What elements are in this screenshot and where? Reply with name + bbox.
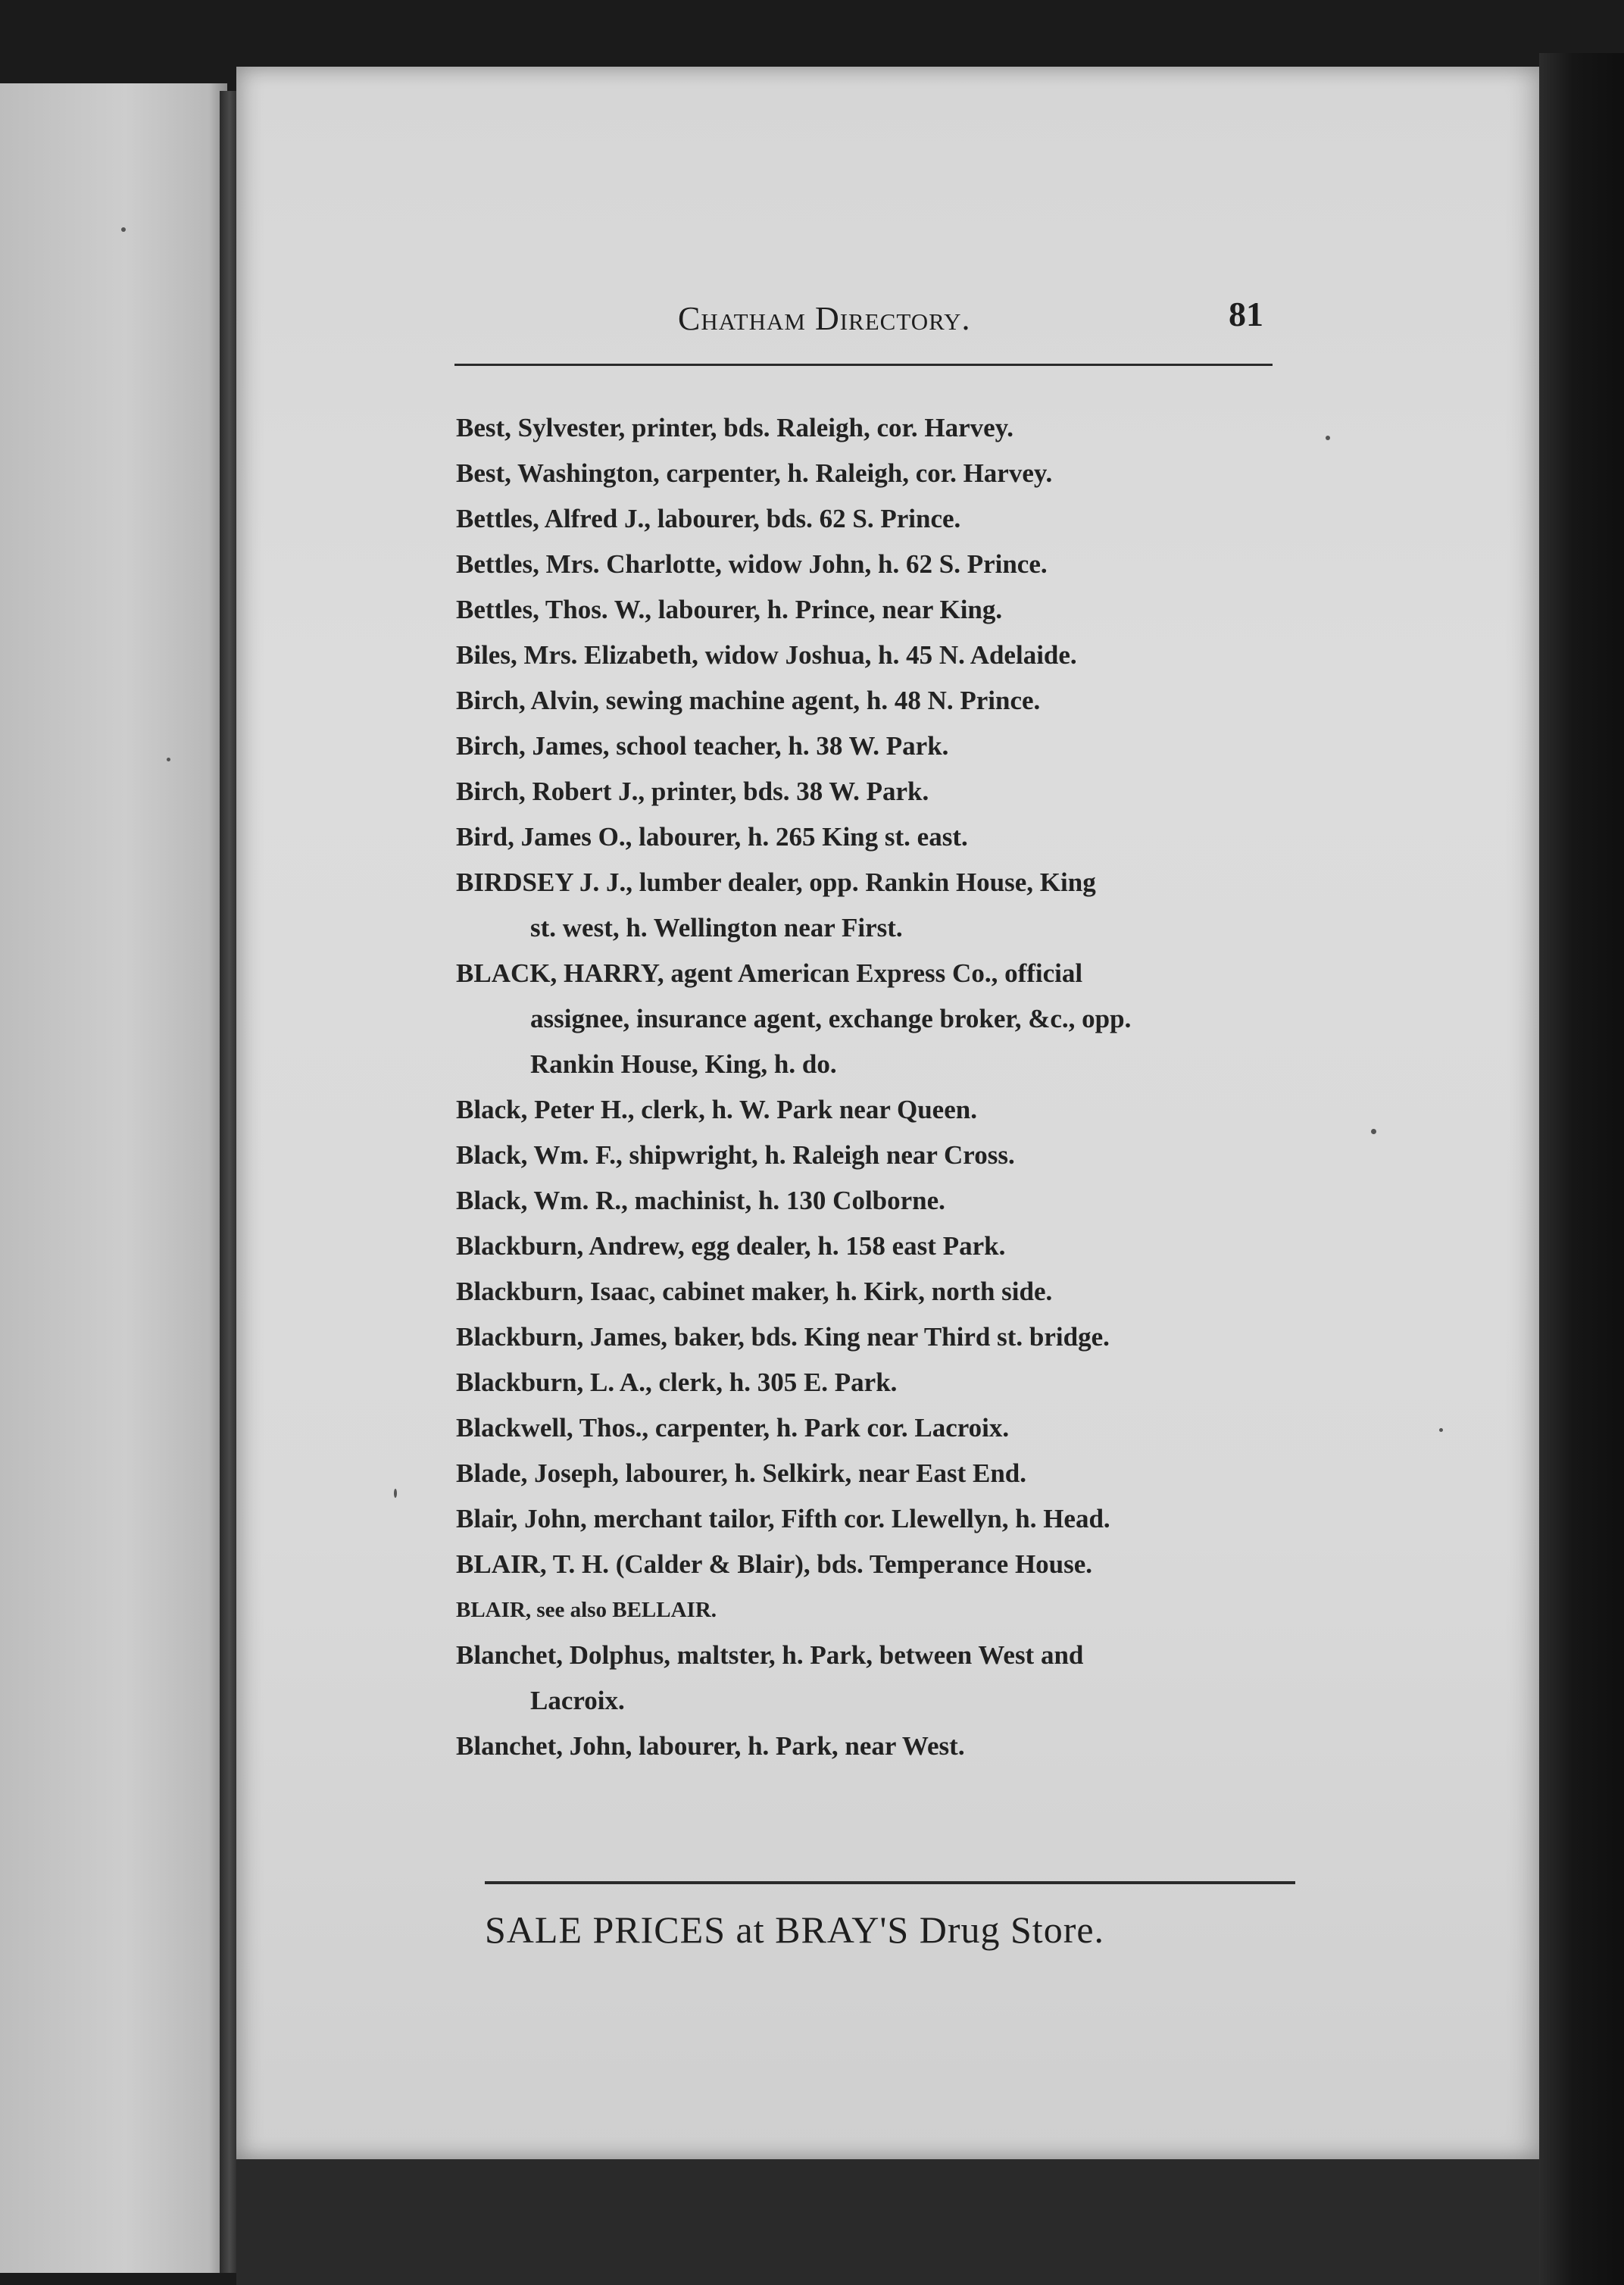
list-item: [456, 633, 1304, 678]
entry-line: BIRDSEY J. J., lumber dealer, opp. Rankin House, King: [456, 867, 1096, 897]
list-item: [456, 1451, 1304, 1496]
list-item: [456, 860, 1304, 951]
entry-line: Birch, James, school teacher, h. 38 W. Park.: [456, 731, 949, 761]
list-item: [456, 1587, 1304, 1633]
list-item: [456, 1133, 1304, 1178]
list-item: [456, 1224, 1304, 1269]
page-bottom-shadow: [236, 2159, 1539, 2285]
entry-line: Blackburn, Isaac, cabinet maker, h. Kirk, north side.: [456, 1277, 1053, 1306]
list-item: [456, 1633, 1304, 1724]
list-item: [456, 1496, 1304, 1542]
entry-line: Best, Washington, carpenter, h. Raleigh, cor. Harvey.: [456, 458, 1053, 488]
entry-line: Blanchet, Dolphus, maltster, h. Park, between West and: [456, 1640, 1084, 1670]
entry-line: Blanchet, John, labourer, h. Park, near West.: [456, 1731, 965, 1761]
entry-continuation-line: assignee, insurance agent, exchange broker, &c., opp.: [530, 1004, 1132, 1033]
list-item: [456, 496, 1304, 542]
entry-line: Bettles, Mrs. Charlotte, widow John, h. 62 S. Prince.: [456, 549, 1048, 579]
list-item: [456, 814, 1304, 860]
scan-background-edge: [1539, 53, 1624, 2285]
entry-line: Blackwell, Thos., carpenter, h. Park cor. Lacroix.: [456, 1413, 1010, 1443]
dust-speck: [1439, 1428, 1443, 1432]
entry-continuation-line: st. west, h. Wellington near First.: [530, 913, 903, 942]
list-item: [456, 678, 1304, 724]
list-item: [456, 1269, 1304, 1314]
entry-line: Biles, Mrs. Elizabeth, widow Joshua, h. 45 N. Adelaide.: [456, 640, 1077, 670]
footer-rule: [485, 1881, 1295, 1884]
entry-line: Blair, John, merchant tailor, Fifth cor. Llewellyn, h. Head.: [456, 1504, 1110, 1533]
entry-line: Blackburn, Andrew, egg dealer, h. 158 east Park.: [456, 1231, 1006, 1261]
list-item: [456, 587, 1304, 633]
entry-continuation-line: Rankin House, King, h. do.: [530, 1049, 837, 1079]
list-item: [456, 451, 1304, 496]
entry-line: Blade, Joseph, labourer, h. Selkirk, near East End.: [456, 1458, 1026, 1488]
list-item: [456, 542, 1304, 587]
directory-entries: [456, 405, 1304, 1769]
list-item: [456, 1542, 1304, 1587]
page-number: 81: [1229, 295, 1263, 333]
list-item: [456, 1087, 1304, 1133]
running-head: [678, 299, 970, 338]
dust-speck: [1326, 436, 1330, 440]
list-item: [456, 1178, 1304, 1224]
list-item: [456, 1724, 1304, 1769]
list-item: [456, 951, 1304, 1087]
entry-line: Bettles, Thos. W., labourer, h. Prince, near King.: [456, 595, 1003, 624]
entry-line: Birch, Robert J., printer, bds. 38 W. Park.: [456, 777, 929, 806]
dust-speck: [121, 227, 126, 232]
dust-speck: [167, 758, 170, 761]
dust-speck: [1371, 1129, 1376, 1134]
entry-line: Bird, James O., labourer, h. 265 King st. east.: [456, 822, 968, 852]
list-item: [456, 405, 1304, 451]
previous-page-edge: [0, 83, 227, 2273]
entry-line: Blackburn, L. A., clerk, h. 305 E. Park.: [456, 1368, 898, 1397]
entry-line: Birch, Alvin, sewing machine agent, h. 48 N. Prince.: [456, 686, 1041, 715]
list-item: [456, 769, 1304, 814]
running-head-text: Chatham Directory.: [678, 300, 971, 337]
entry-line: Best, Sylvester, printer, bds. Raleigh, cor. Harvey.: [456, 413, 1013, 442]
entry-line: BLAIR, T. H. (Calder & Blair), bds. Temperance House.: [456, 1549, 1093, 1579]
entry-line: Black, Wm. F., shipwright, h. Raleigh near Cross.: [456, 1140, 1015, 1170]
entry-line: BLACK, HARRY, agent American Express Co., official: [456, 958, 1083, 988]
entry-line: Black, Wm. R., machinist, h. 130 Colborne.: [456, 1186, 945, 1215]
entry-line: BLAIR, see also BELLAIR.: [456, 1598, 717, 1622]
entry-line: Blackburn, James, baker, bds. King near Third st. bridge.: [456, 1322, 1110, 1352]
header-rule: [454, 364, 1273, 366]
list-item: [456, 1314, 1304, 1360]
entry-line: Black, Peter H., clerk, h. W. Park near Queen.: [456, 1095, 977, 1124]
list-item: [456, 1360, 1304, 1405]
list-item: [456, 1405, 1304, 1451]
entry-continuation-line: Lacroix.: [530, 1686, 625, 1715]
entry-line: Bettles, Alfred J., labourer, bds. 62 S. Prince.: [456, 504, 961, 533]
footer-advertisement: [485, 1908, 1104, 1952]
advertisement-text: SALE PRICES at BRAY'S Drug Store.: [485, 1908, 1105, 1951]
list-item: [456, 724, 1304, 769]
dust-speck: [394, 1489, 397, 1498]
